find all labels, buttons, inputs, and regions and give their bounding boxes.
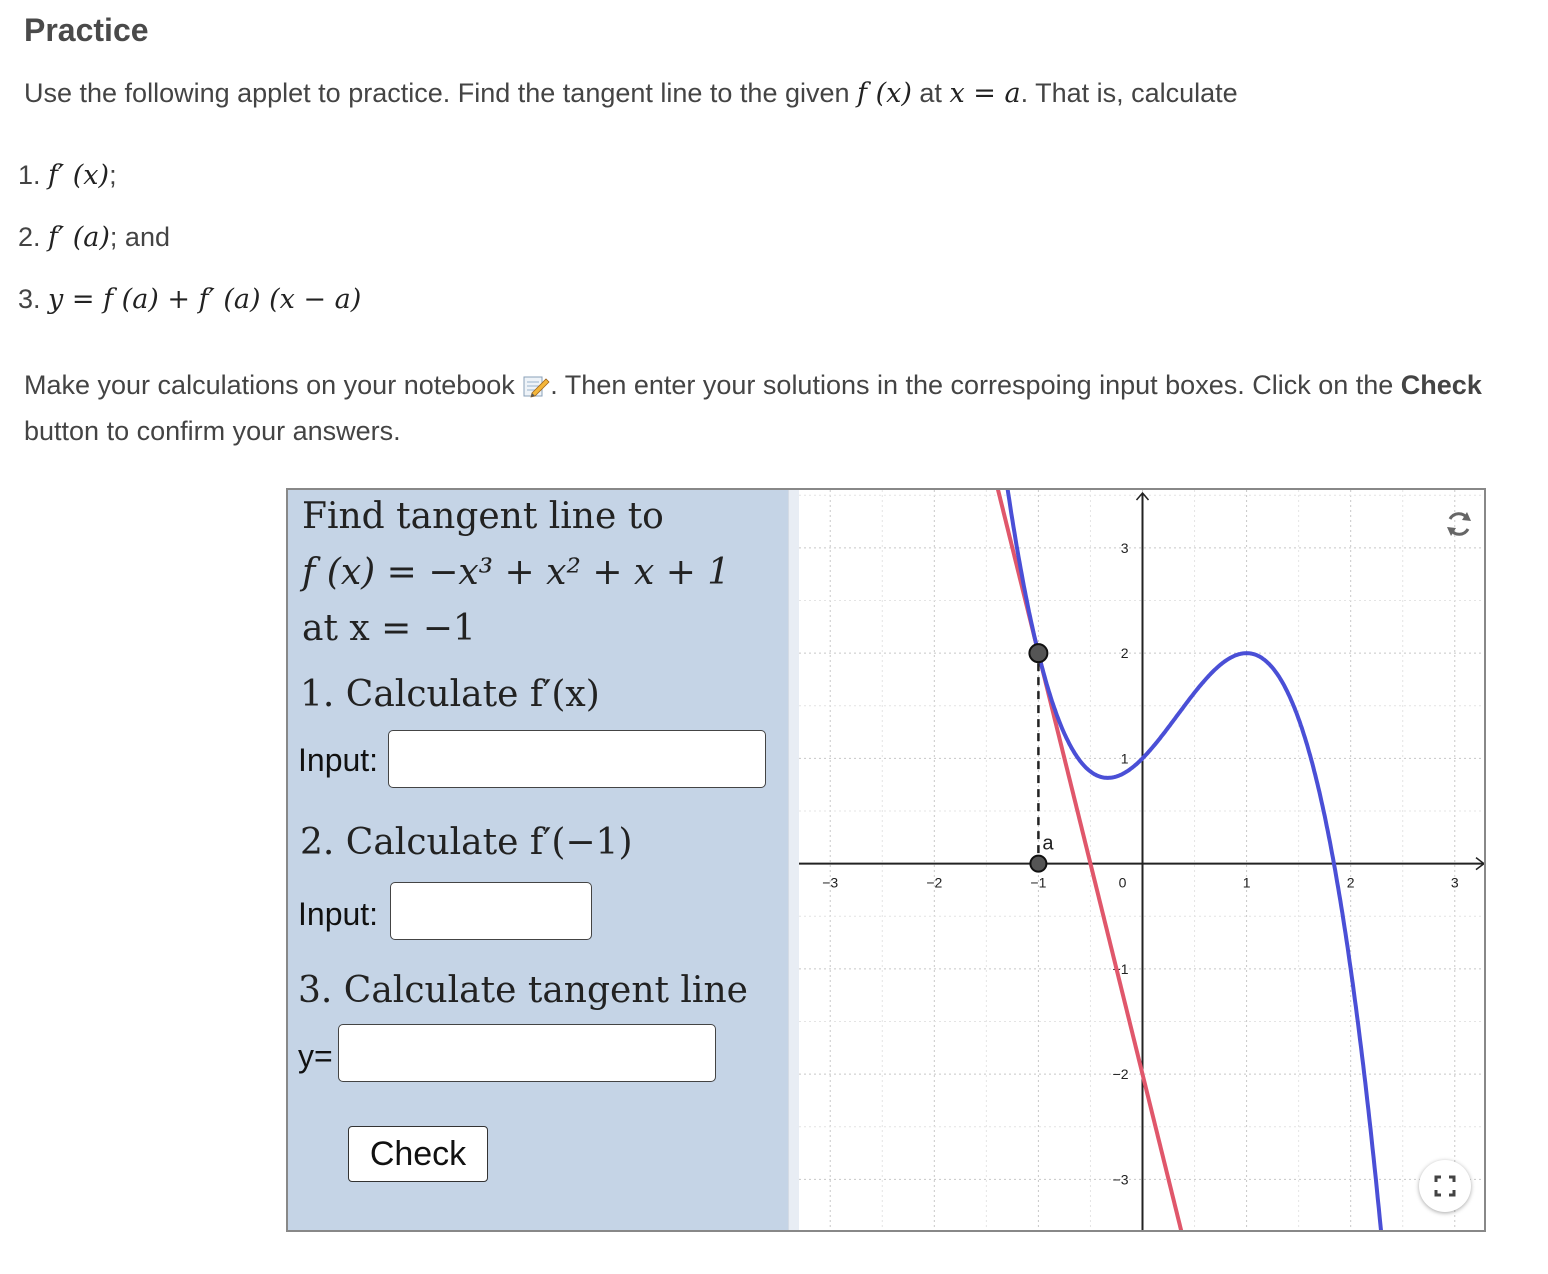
instructions-paragraph: [24, 362, 1534, 454]
step-item: [18, 222, 361, 284]
question-2-label: 2. Calculate f′(−1): [300, 822, 633, 863]
intro-math-x-eq-a: x = a: [949, 78, 1021, 109]
applet-function-formula: f (x) = −x³ + x² + x + 1: [302, 552, 731, 593]
y-tick-label: 1: [1120, 750, 1129, 767]
intro-text: Use the following applet to practice. Find the tangent line to the given: [24, 78, 858, 108]
intro-paragraph: [24, 78, 1238, 109]
slider-point-a[interactable]: [1030, 856, 1046, 872]
axes: [799, 493, 1484, 1232]
page-title: Practice: [24, 12, 149, 48]
panel-divider[interactable]: [788, 490, 799, 1232]
notes-text: Make your calculations on your notebook: [24, 370, 523, 400]
derivative-at-a-input[interactable]: [390, 882, 592, 940]
geogebra-applet: [286, 488, 1486, 1232]
y-tick-label: 2: [1120, 645, 1129, 662]
input-1-label: Input:: [298, 742, 379, 778]
step-math: f′ (a): [48, 222, 110, 253]
step-number: 2.: [18, 222, 41, 252]
function-curve: [994, 490, 1391, 1232]
function-graph[interactable]: [799, 490, 1486, 1232]
notes-text-2: . Then enter your solutions in the correspoing input boxes. Click on the: [550, 370, 1401, 400]
x-tick-label: −2: [926, 874, 943, 891]
x-tick-label: 3: [1450, 874, 1459, 891]
x-tick-label: 2: [1346, 874, 1355, 891]
step-math: f′ (x): [48, 160, 110, 191]
tangent-line-input[interactable]: [338, 1024, 716, 1082]
x-tick-labels: [822, 875, 1459, 891]
applet-title-line1: Find tangent line to: [302, 496, 664, 537]
input-2-label: Input:: [298, 896, 379, 932]
y-tick-label: −3: [1112, 1171, 1129, 1188]
applet-point-formula: at x = −1: [302, 608, 476, 649]
tangent-point[interactable]: [1029, 644, 1047, 662]
step-number: 3.: [18, 284, 41, 314]
x-tick-label: 0: [1118, 874, 1127, 891]
tangent-line: [985, 490, 1194, 1232]
y-tick-label: 3: [1120, 539, 1129, 556]
question-3-label: 3. Calculate tangent line: [298, 970, 748, 1011]
steps-list: [18, 160, 361, 346]
graphics-view[interactable]: [799, 490, 1486, 1232]
y-tick-label: −2: [1112, 1066, 1129, 1083]
step-suffix: ;: [109, 160, 117, 190]
x-tick-label: 1: [1242, 874, 1251, 891]
fullscreen-icon[interactable]: [1419, 1160, 1471, 1212]
question-1-label: 1. Calculate f′(x): [300, 674, 600, 715]
notes-text-3: button to confirm your answers.: [24, 416, 401, 446]
x-tick-label: −1: [1030, 874, 1047, 891]
intro-text-at: at: [911, 78, 950, 108]
notes-bold-check: Check: [1400, 370, 1482, 400]
step-item: [18, 160, 361, 222]
applet-control-panel: [288, 490, 788, 1232]
intro-math-fx: f (x): [857, 78, 912, 109]
derivative-input[interactable]: [388, 730, 766, 788]
intro-text-after: . That is, calculate: [1020, 78, 1238, 108]
refresh-icon[interactable]: [1439, 504, 1479, 544]
x-tick-label: −3: [822, 874, 839, 891]
point-a-label: a: [1042, 832, 1054, 855]
step-math: y = f (a) + f′ (a) (x − a): [48, 284, 362, 315]
y-tick-label: −1: [1112, 960, 1129, 977]
check-button[interactable]: Check: [348, 1126, 488, 1182]
step-number: 1.: [18, 160, 41, 190]
tangent-input-label: y=: [298, 1038, 333, 1074]
step-item: [18, 284, 361, 346]
step-suffix: ; and: [109, 222, 170, 252]
notebook-pencil-icon: [522, 366, 550, 390]
